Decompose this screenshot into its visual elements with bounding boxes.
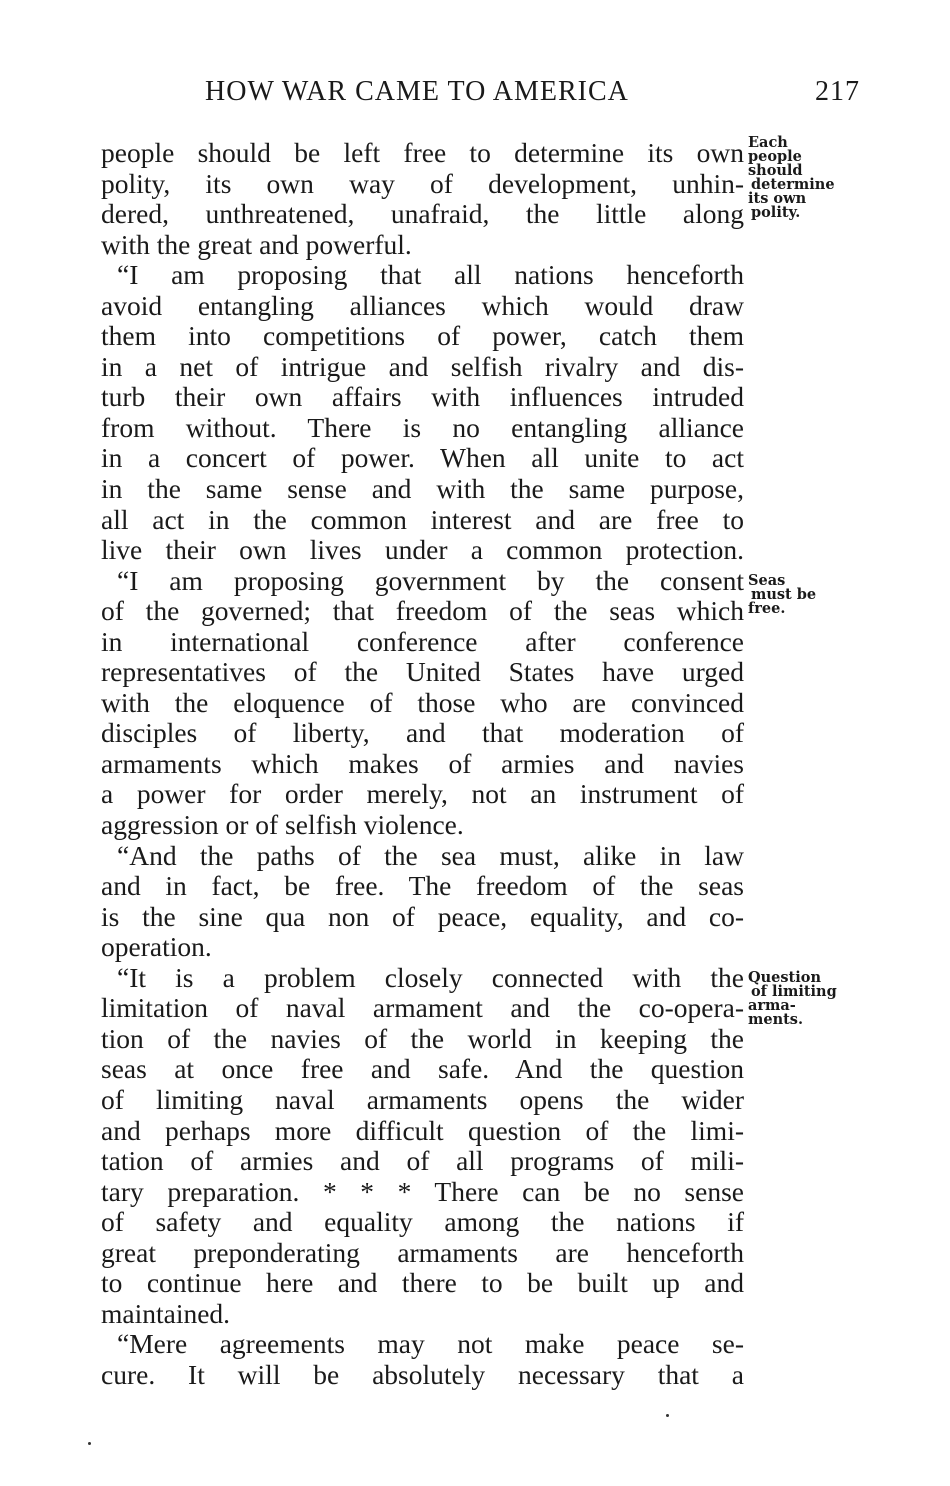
- text-line: a power for order merely, not an instrument of: [101, 778, 744, 810]
- text-line: polity, its own way of development, unhin-: [101, 167, 744, 199]
- text-line: with the eloquence of those who are convinced: [101, 686, 744, 718]
- text-line: them into competitions of power, catch them: [101, 320, 744, 352]
- text-line: turb their own affairs with influences intruded: [101, 381, 744, 413]
- text-line: in international conference after conference: [101, 625, 744, 657]
- text-line: aggression or of selfish violence.: [101, 809, 464, 841]
- margin-note-each-people: Each people should determine its own polity.: [748, 134, 835, 221]
- paper-speck: [666, 1414, 669, 1417]
- text-line: “I am proposing government by the consent: [117, 564, 744, 596]
- text-line: “I am proposing that all nations henceforth: [117, 259, 744, 291]
- text-line: people should be left free to determine its own: [101, 137, 744, 168]
- page-number: 217: [815, 76, 860, 107]
- margin-note-limiting-armaments: Question of limiting arma- ments.: [748, 969, 837, 1028]
- text-line: of safety and equality among the nations if: [101, 1206, 744, 1238]
- text-line: is the sine qua non of peace, equality, and co-: [101, 900, 744, 932]
- text-line: to continue here and there to be built up and: [101, 1267, 744, 1299]
- text-line: from without. There is no entangling alliance: [101, 411, 744, 443]
- text-line: and perhaps more difficult question of the limi-: [101, 1114, 744, 1146]
- text-line: all act in the common interest and are free to: [101, 503, 744, 535]
- text-line: live their own lives under a common protection.: [101, 534, 744, 566]
- text-line: “It is a problem closely connected with the: [117, 961, 744, 993]
- text-line: and in fact, be free. The freedom of the seas: [101, 870, 744, 902]
- text-line: avoid entangling alliances which would draw: [101, 289, 744, 321]
- text-line: cure. It will be absolutely necessary that a: [101, 1358, 744, 1390]
- text-line: seas at once free and safe. And the question: [101, 1053, 744, 1085]
- text-line: dered, unthreatened, unafraid, the little along: [101, 198, 744, 230]
- text-line: operation.: [101, 931, 212, 963]
- running-header: [205, 76, 865, 112]
- body-text: [101, 138, 744, 1390]
- text-line: of limiting naval armaments opens the wider: [101, 1083, 744, 1115]
- running-title: HOW WAR CAME TO AMERICA: [205, 76, 629, 107]
- text-line: “Mere agreements may not make peace se-: [117, 1328, 744, 1360]
- paper-speck: [88, 1442, 91, 1445]
- text-line: of the governed; that freedom of the seas which: [101, 595, 744, 627]
- text-line: representatives of the United States have urged: [101, 656, 744, 688]
- text-line: with the great and powerful.: [101, 228, 412, 260]
- text-line: in the same sense and with the same purpose,: [101, 473, 744, 505]
- text-line: tation of armies and of all programs of mili-: [101, 1145, 744, 1177]
- text-line: great preponderating armaments are henceforth: [101, 1236, 744, 1268]
- text-line: disciples of liberty, and that moderation of: [101, 717, 744, 749]
- text-line: “And the paths of the sea must, alike in law: [117, 839, 744, 871]
- text-line: maintained.: [101, 1297, 231, 1329]
- text-line: armaments which makes of armies and navies: [101, 747, 744, 779]
- margin-note-seas-free: Seas must be free.: [748, 572, 817, 617]
- text-line: in a concert of power. When all unite to act: [101, 442, 744, 474]
- text-line: in a net of intrigue and selfish rivalry and dis-: [101, 350, 744, 382]
- text-line: limitation of naval armament and the co-opera-: [101, 992, 744, 1024]
- text-line: tion of the navies of the world in keeping the: [101, 1022, 744, 1054]
- text-line: tary preparation. * * * There can be no sense: [101, 1175, 744, 1207]
